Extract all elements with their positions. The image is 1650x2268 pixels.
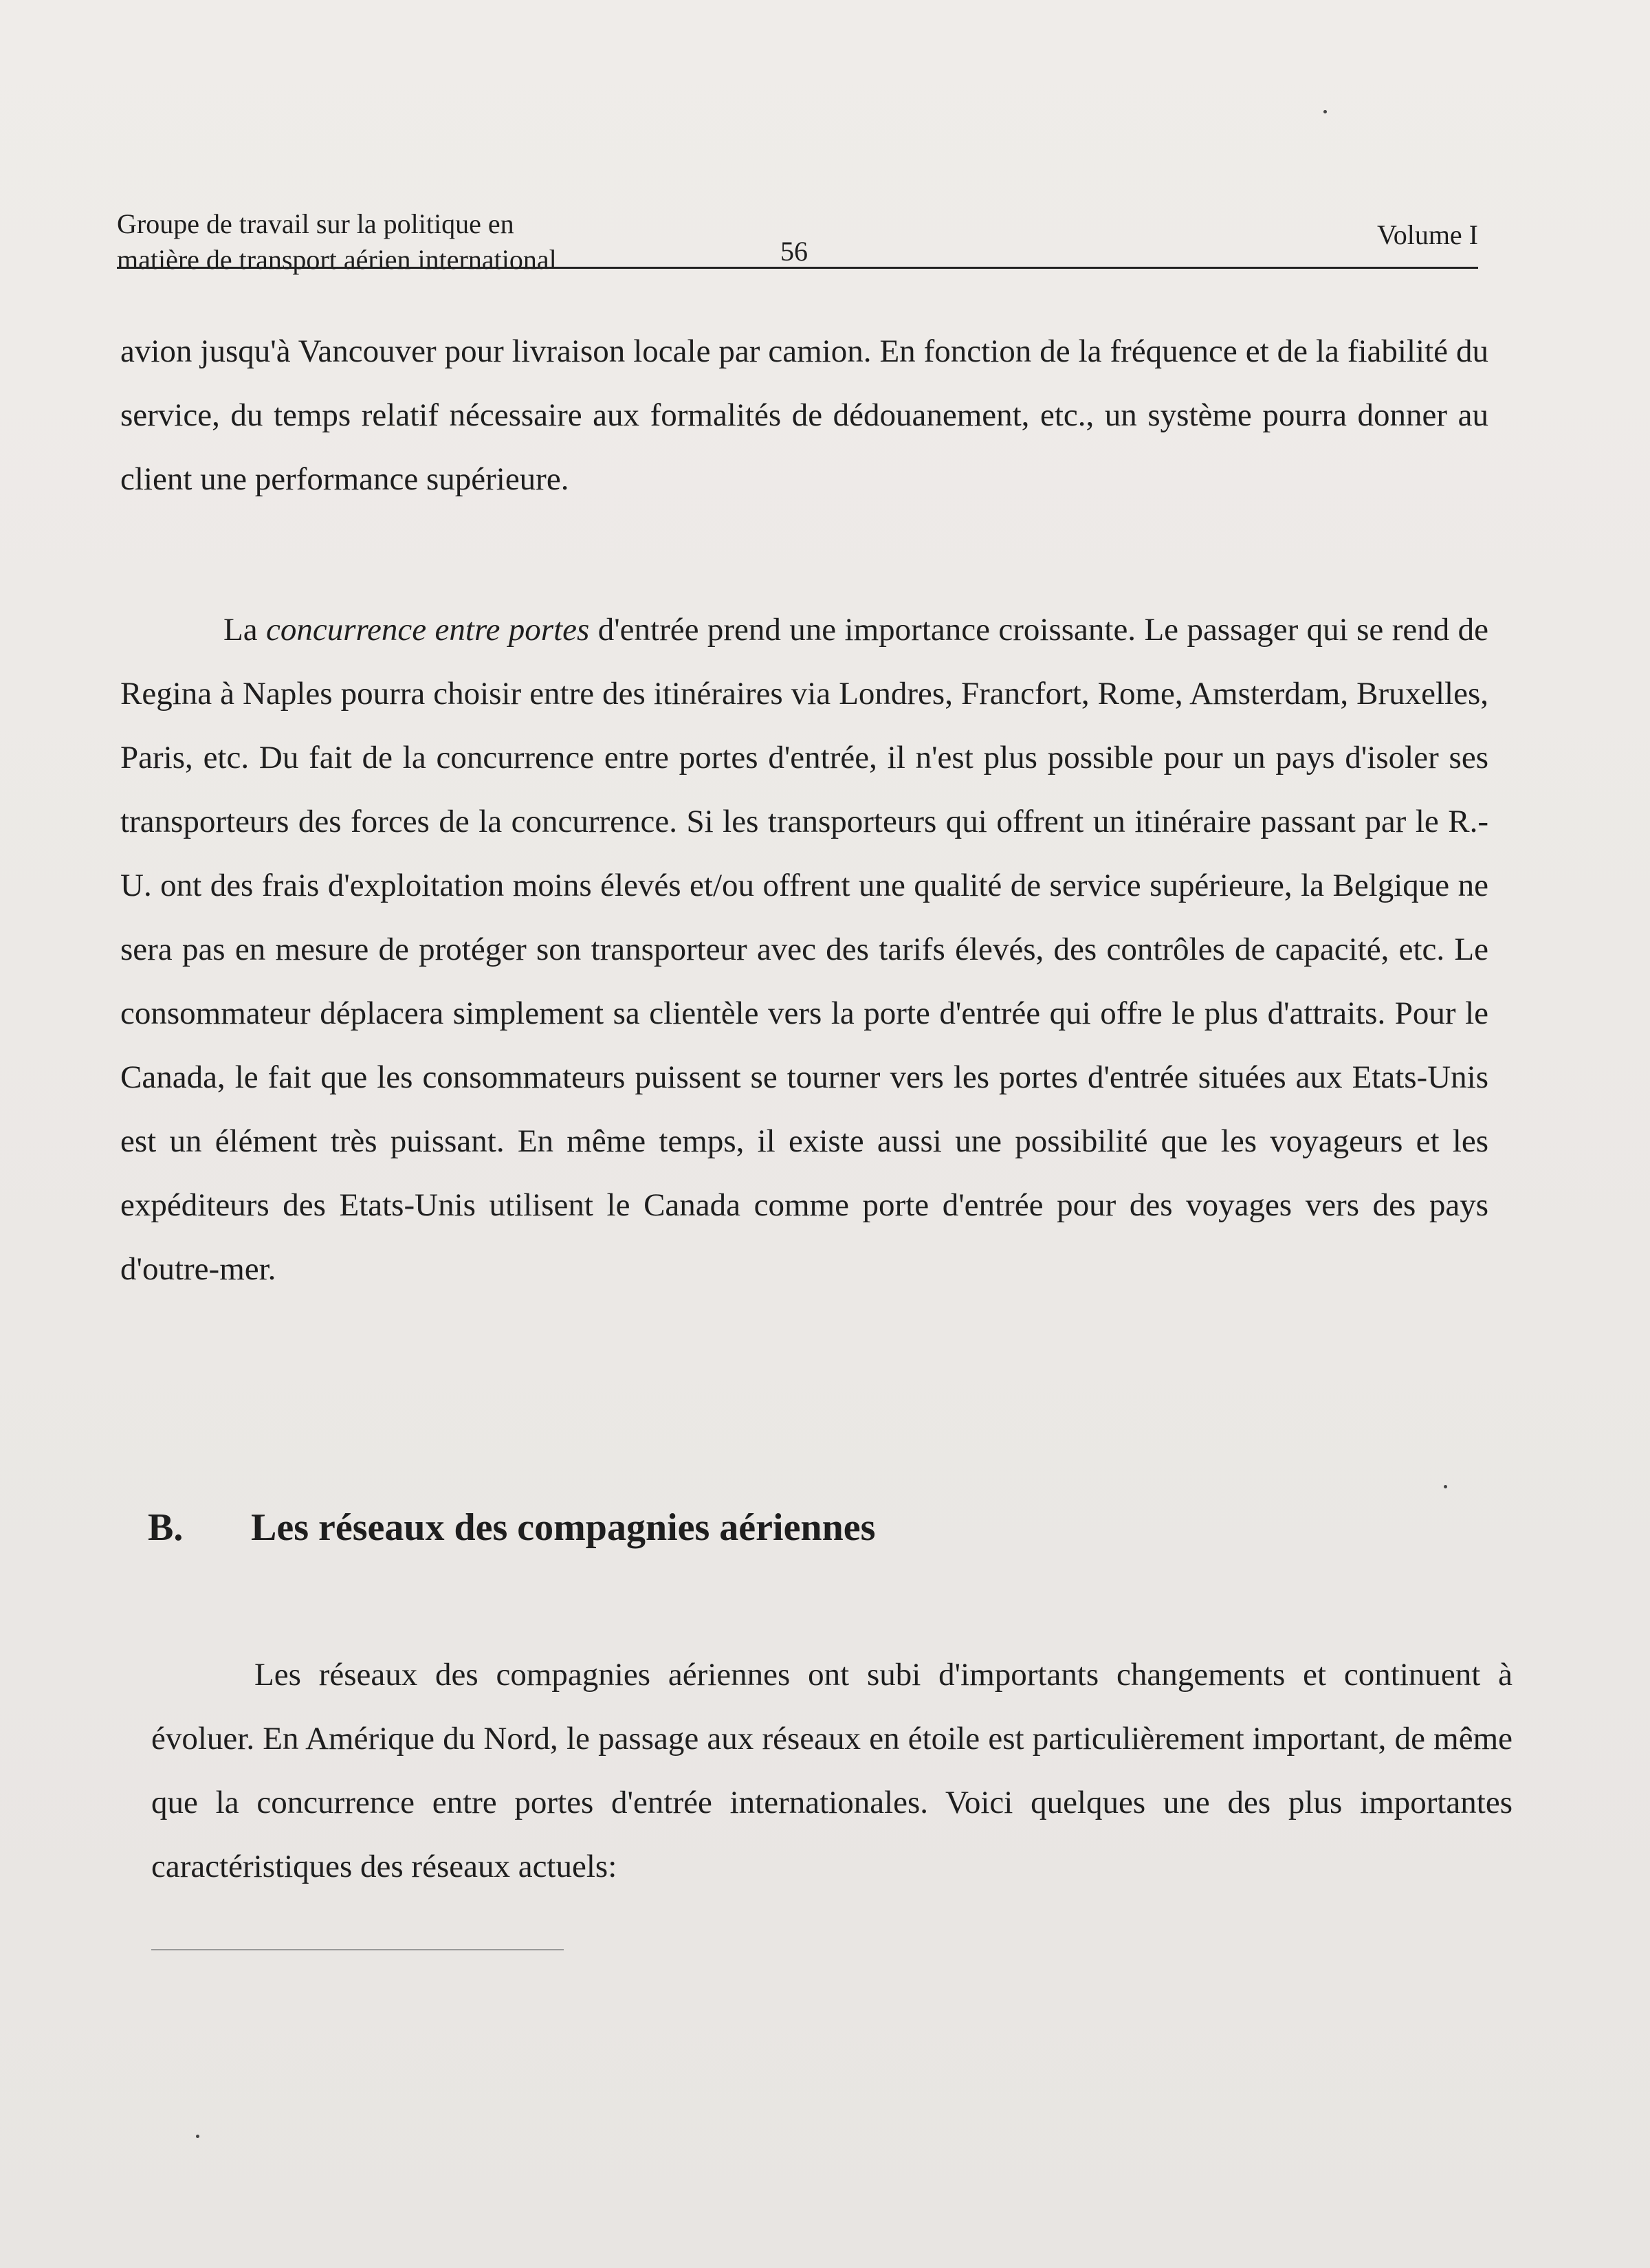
section-title: Les réseaux des compagnies aériennes — [251, 1506, 876, 1549]
paragraph-2 — [120, 598, 1488, 1301]
paragraph-1: avion jusqu'à Vancouver pour livraison locale par camion. En fonction de la fréquence et de la fiabilité du service, du temps relatif nécessaire aux formalités de dédouanement, etc., un système pourra donner au client une performance supérieure. — [120, 333, 1488, 497]
paper-speck — [1323, 110, 1327, 113]
footnote-rule — [151, 1949, 564, 1950]
paragraph-2-lead: La — [223, 612, 266, 648]
page-header — [117, 206, 1478, 282]
header-title-line-1: Groupe de travail sur la politique en — [117, 208, 514, 239]
header-rule — [117, 267, 1478, 269]
paper-speck — [1444, 1485, 1447, 1488]
header-title-line-2: matière de transport aérien international — [117, 244, 557, 275]
paragraph-3: Les réseaux des compagnies aériennes ont subi d'importants changements et continuent à évoluer. En Amérique du Nord, le passage aux réseaux en étoile est particulièrement important, de même que la concurrence entre portes d'entrée internationales. Voici quelques une des plus importantes caractéristiques des réseaux actuels: — [151, 1657, 1512, 1884]
volume-label: Volume I — [1376, 219, 1478, 250]
page-number: 56 — [780, 236, 808, 267]
paragraph-2-body: d'entrée prend une importance croissante. Le passager qui se rend de Regina à Naples pourra choisir entre des itinéraires via Londres, Francfort, Rome, Amsterdam, Bruxelles, Paris, etc. Du fait de la concurrence entre portes d'entrée, il n'est plus possible pour un pays d'isoler ses transporteurs des forces de la concurrence. Si les transporteurs qui offrent un itinéraire passant par le R.-U. ont des frais d'exploitation moins élevés et/ou offrent une qualité de service supérieure, la Belgique ne sera pas en mesure de protéger son transporteur avec des tarifs élevés, des contrôles de capacité, etc. Le consommateur déplacera simplement sa clientèle vers la porte d'entrée qui offre le plus d'attraits. Pour le Canada, le fait que les consommateurs puissent se tourner vers les portes d'entrée situées aux Etats-Unis est un élément très puissant. En même temps, il existe aussi une possibilité que les voyageurs et les expéditeurs des Etats-Unis utilisent le Canada comme porte d'entrée pour des voyages vers des pays d'outre-mer. — [120, 612, 1488, 1287]
paragraph-2-emphasis: concurrence entre portes — [265, 612, 590, 648]
section-letter: B. — [148, 1506, 184, 1549]
section-heading — [148, 1506, 875, 1550]
paper-speck — [196, 2135, 199, 2138]
